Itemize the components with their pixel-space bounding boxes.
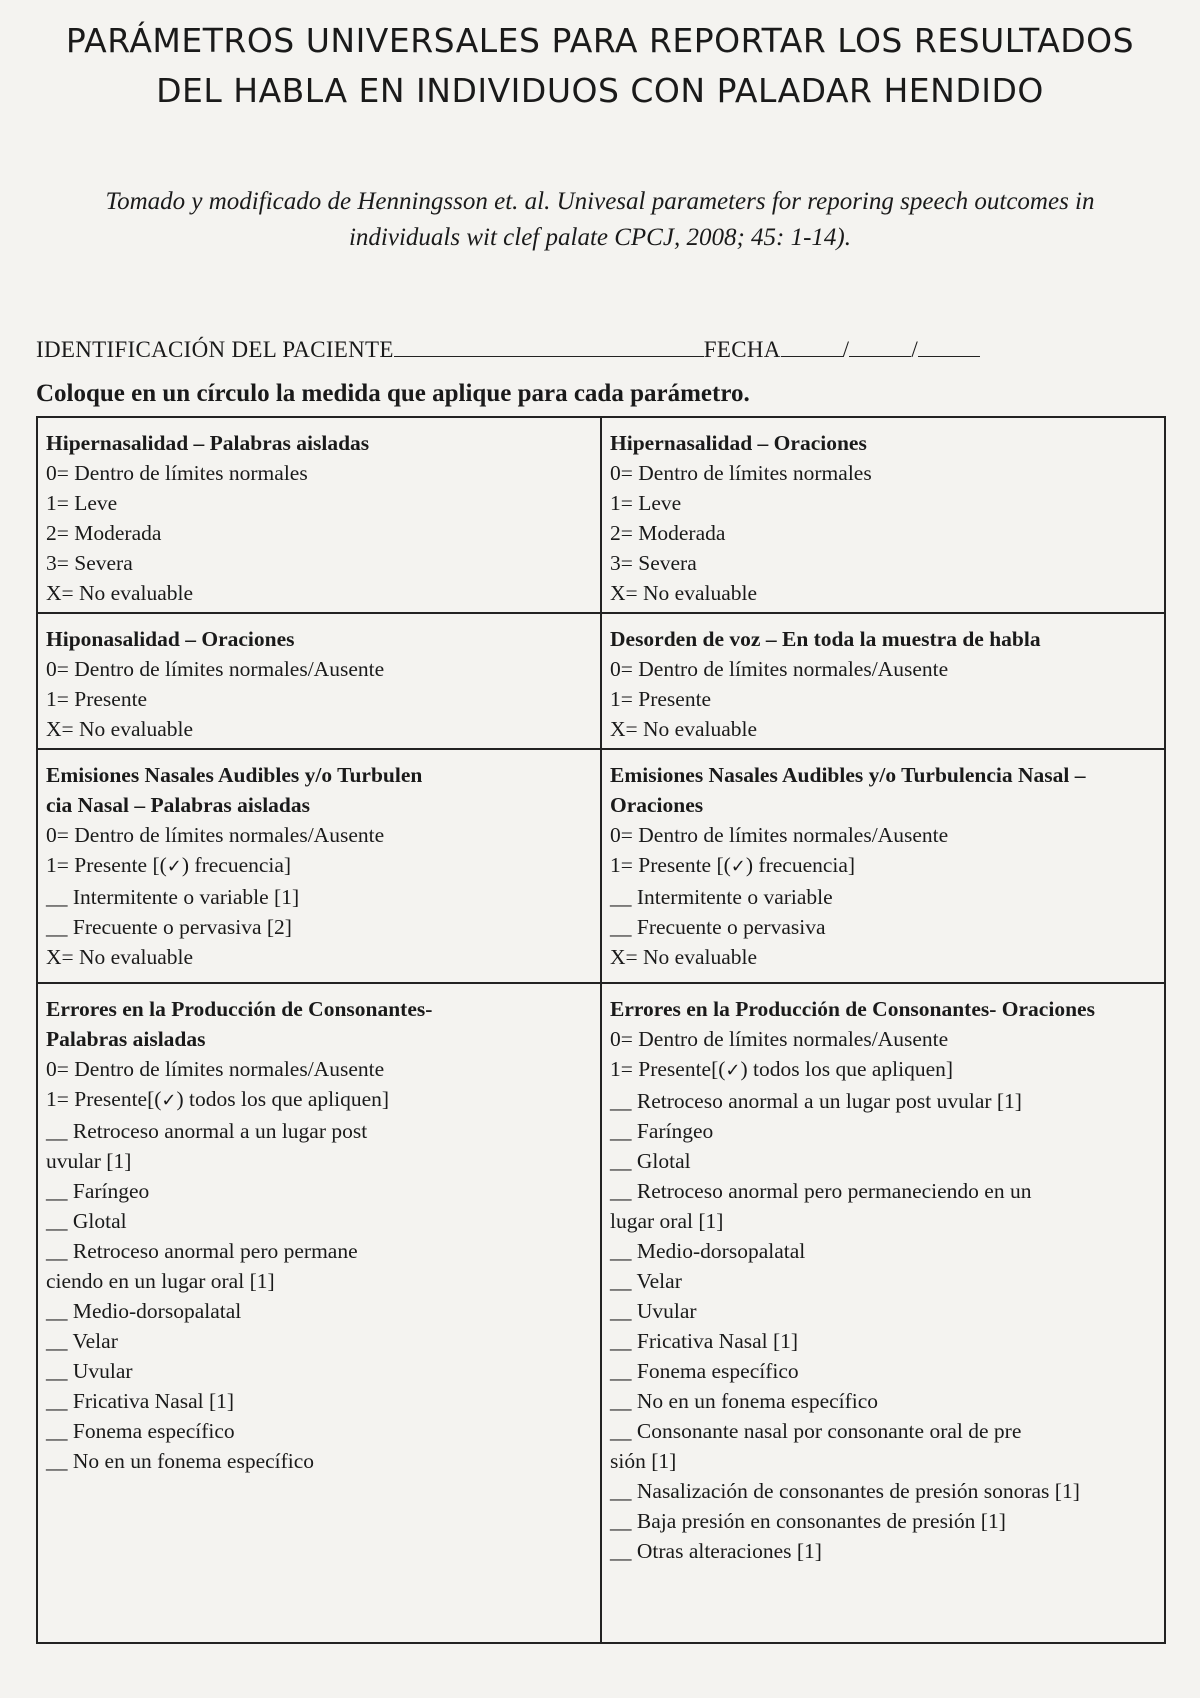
checkbox-line-continued: ciendo en un lugar oral [1] xyxy=(46,1269,275,1293)
option-text: 1= Presente[( xyxy=(46,1087,162,1111)
cell-nasal-emissions-words xyxy=(37,749,601,983)
patient-id-blank[interactable] xyxy=(394,336,704,357)
cell-heading: Desorden de voz – En toda la muestra de habla xyxy=(610,627,1041,651)
option-line[interactable]: 0= Dentro de límites normales/Ausente xyxy=(610,1027,949,1051)
option-line[interactable]: 0= Dentro de límites normales/Ausente xyxy=(46,823,385,847)
option-line[interactable]: 2= Moderada xyxy=(610,521,726,545)
table-row xyxy=(37,613,1165,749)
option-line[interactable]: 0= Dentro de límites normales/Ausente xyxy=(46,657,385,681)
option-line[interactable]: 1= Leve xyxy=(46,491,118,515)
option-line[interactable]: X= No evaluable xyxy=(610,945,758,969)
option-text: ) todos los que apliquen] xyxy=(176,1087,390,1111)
checkbox-line-continued: uvular [1] xyxy=(46,1149,132,1173)
checkbox-line[interactable]: __ Glotal xyxy=(610,1149,691,1173)
checkbox-line[interactable]: __ Retroceso anormal a un lugar post xyxy=(46,1119,368,1143)
date-year-blank[interactable] xyxy=(918,336,980,357)
option-line[interactable] xyxy=(46,850,592,882)
cell-heading: Hipernasalidad – Palabras aisladas xyxy=(46,431,370,455)
table-row xyxy=(37,749,1165,983)
option-text: 1= Presente [( xyxy=(610,853,731,877)
date-month-blank[interactable] xyxy=(849,336,911,357)
checkbox-line[interactable]: __ Intermitente o variable [1] xyxy=(46,885,300,909)
option-line[interactable]: X= No evaluable xyxy=(46,717,194,741)
cell-consonant-errors-words xyxy=(37,983,601,1643)
option-line[interactable]: 1= Presente xyxy=(46,687,148,711)
date-day-blank[interactable] xyxy=(781,336,843,357)
option-line[interactable] xyxy=(46,1084,592,1116)
option-line[interactable]: 0= Dentro de límites normales/Ausente xyxy=(610,823,949,847)
checkbox-line[interactable]: __ Fonema específico xyxy=(46,1419,235,1443)
checkbox-line[interactable]: __ Baja presión en consonantes de presión [1] xyxy=(610,1509,1006,1533)
instruction-text: Coloque en un círculo la medida que aplique para cada parámetro. xyxy=(36,380,750,407)
option-line[interactable]: 0= Dentro de límites normales xyxy=(46,461,308,485)
cell-heading: Emisiones Nasales Audibles y/o Turbulencia Nasal – xyxy=(610,763,1086,787)
checkbox-line[interactable]: __ Medio-dorsopalatal xyxy=(46,1299,242,1323)
option-line[interactable]: 1= Leve xyxy=(610,491,682,515)
checkbox-line[interactable]: __ Intermitente o variable xyxy=(610,885,833,909)
option-line[interactable] xyxy=(610,1054,1156,1086)
checkbox-line[interactable]: __ Medio-dorsopalatal xyxy=(610,1239,806,1263)
cell-heading: Hipernasalidad – Oraciones xyxy=(610,431,867,455)
cell-heading: Emisiones Nasales Audibles y/o Turbulen xyxy=(46,763,423,787)
cell-consonant-errors-sentences xyxy=(601,983,1165,1643)
checkbox-line[interactable]: __ Retroceso anormal a un lugar post uvular [1] xyxy=(610,1089,1022,1113)
cell-heading: Errores en la Producción de Consonantes- Oraciones xyxy=(610,997,1095,1021)
cell-heading-continued: Oraciones xyxy=(610,793,704,817)
document-title: PARÁMETROS UNIVERSALES PARA REPORTAR LOS RESULTADOS DEL HABLA EN INDIVIDUOS CON PALADAR HENDIDO xyxy=(65,21,1135,110)
option-text: ) frecuencia] xyxy=(181,853,292,877)
checkbox-line[interactable]: __ Velar xyxy=(46,1329,118,1353)
patient-id-label: IDENTIFICACIÓN DEL PACIENTE xyxy=(36,337,394,362)
checkmark-icon: ✓ xyxy=(725,1060,741,1081)
cell-hypernasality-words xyxy=(37,417,601,613)
checkmark-icon: ✓ xyxy=(161,1090,177,1111)
patient-identification-row xyxy=(36,336,1166,363)
checkbox-line[interactable]: __ Uvular xyxy=(46,1359,133,1383)
checkbox-line[interactable]: __ Fricativa Nasal [1] xyxy=(46,1389,235,1413)
date-label: FECHA xyxy=(703,337,781,362)
checkbox-line[interactable]: __ Consonante nasal por consonante oral de pre xyxy=(610,1419,1022,1443)
option-line[interactable]: X= No evaluable xyxy=(46,945,194,969)
checkbox-line[interactable]: __ Glotal xyxy=(46,1209,127,1233)
cell-nasal-emissions-sentences xyxy=(601,749,1165,983)
table-row xyxy=(37,983,1165,1643)
cell-heading-continued: cia Nasal – Palabras aisladas xyxy=(46,793,310,817)
option-line[interactable]: 2= Moderada xyxy=(46,521,162,545)
checkbox-line[interactable]: __ No en un fonema específico xyxy=(46,1449,315,1473)
table-row xyxy=(37,417,1165,613)
option-line[interactable]: 0= Dentro de límites normales/Ausente xyxy=(610,657,949,681)
cell-hypernasality-sentences xyxy=(601,417,1165,613)
checkbox-line[interactable]: __ Otras alteraciones [1] xyxy=(610,1539,822,1563)
checkbox-line[interactable]: __ Frecuente o pervasiva xyxy=(610,915,826,939)
option-line[interactable]: 1= Presente xyxy=(610,687,712,711)
option-text: 1= Presente[( xyxy=(610,1057,726,1081)
option-text: ) frecuencia] xyxy=(745,853,856,877)
checkbox-line[interactable]: __ Fricativa Nasal [1] xyxy=(610,1329,799,1353)
option-line[interactable] xyxy=(610,850,1156,882)
checkbox-line[interactable]: __ Nasalización de consonantes de presión sonoras [1] xyxy=(610,1479,1080,1503)
cell-heading: Hiponasalidad – Oraciones xyxy=(46,627,295,651)
cell-hyponasality-sentences xyxy=(37,613,601,749)
cell-heading: Errores en la Producción de Consonantes- xyxy=(46,997,433,1021)
checkbox-line[interactable]: __ Retroceso anormal pero permaneciendo en un xyxy=(610,1179,1032,1203)
option-line[interactable]: 3= Severa xyxy=(46,551,133,575)
checkbox-line[interactable]: __ Fonema específico xyxy=(610,1359,799,1383)
checkbox-line[interactable]: __ Frecuente o pervasiva [2] xyxy=(46,915,292,939)
checkbox-line[interactable]: __ Uvular xyxy=(610,1299,697,1323)
checkbox-line[interactable]: __ Faríngeo xyxy=(46,1179,150,1203)
checkbox-line-continued: lugar oral [1] xyxy=(610,1209,724,1233)
option-line[interactable]: 0= Dentro de límites normales xyxy=(610,461,872,485)
date-separator-2: / xyxy=(911,337,919,362)
cell-heading-continued: Palabras aisladas xyxy=(46,1027,206,1051)
checkbox-line-continued: sión [1] xyxy=(610,1449,677,1473)
option-line[interactable]: 3= Severa xyxy=(610,551,697,575)
option-line[interactable]: 0= Dentro de límites normales/Ausente xyxy=(46,1057,385,1081)
option-line[interactable]: X= No evaluable xyxy=(46,581,194,605)
checkmark-icon: ✓ xyxy=(730,856,746,877)
checkbox-line[interactable]: __ Velar xyxy=(610,1269,682,1293)
checkbox-line[interactable]: __ No en un fonema específico xyxy=(610,1389,879,1413)
option-text: 1= Presente [( xyxy=(46,853,167,877)
parameters-table xyxy=(36,416,1166,1644)
option-line[interactable]: X= No evaluable xyxy=(610,581,758,605)
option-text: ) todos los que apliquen] xyxy=(740,1057,954,1081)
checkbox-line[interactable]: __ Retroceso anormal pero permane xyxy=(46,1239,358,1263)
cell-voice-disorder xyxy=(601,613,1165,749)
source-citation: Tomado y modificado de Henningsson et. al. Univesal parameters for reporing speech outcomes in individuals wit clef palate CPCJ, 2008; 45: 1-14). xyxy=(105,188,1095,251)
checkmark-icon: ✓ xyxy=(166,856,182,877)
option-line[interactable]: X= No evaluable xyxy=(610,717,758,741)
checkbox-line[interactable]: __ Faríngeo xyxy=(610,1119,714,1143)
date-separator-1: / xyxy=(842,337,850,362)
